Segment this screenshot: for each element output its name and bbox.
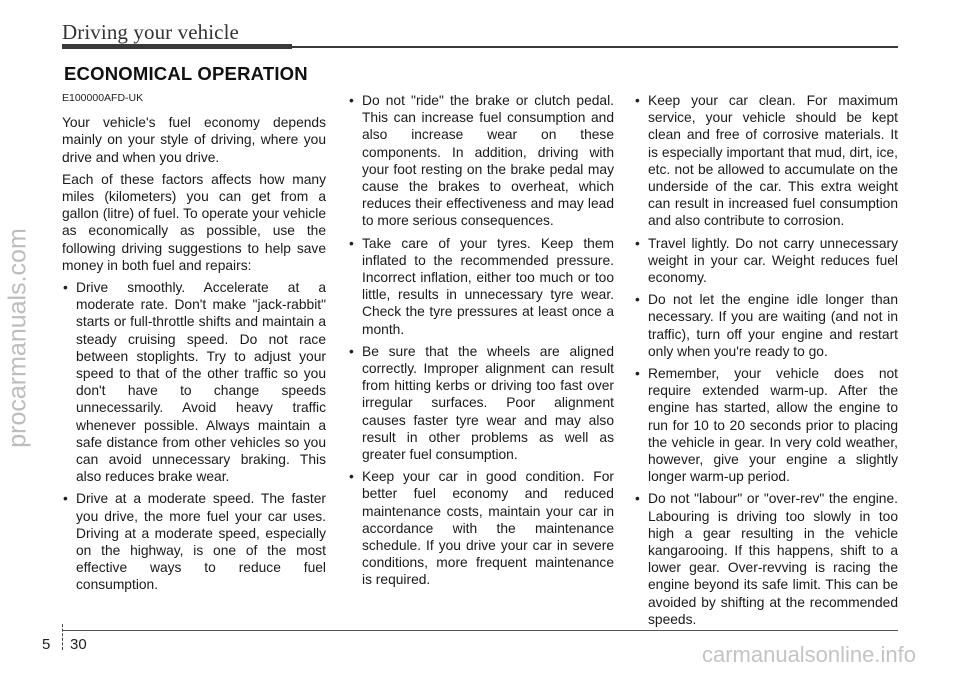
footer-rule bbox=[62, 630, 898, 631]
paragraph: Your vehicle's fuel economy depends mainly on your style of driving, where you drive and when you drive. bbox=[62, 115, 326, 165]
bullet-item: • Keep your car clean. For maximum service, your vehicle should be kept clean and free of corrosive materials. It is especially important that mud, dirt, ice, etc. not be allowed to accumulate on the underside of the car. This extra weight can result in increased fuel consumption and also contribute to corrosion. bbox=[634, 92, 898, 230]
column-3 bbox=[634, 92, 898, 633]
paragraph: Each of these factors affects how many miles (kilometers) you can get from a gallon (litre) of fuel. To operate your vehicle as economically as possible, use the following driving suggestions to help save money in both fuel and repairs: bbox=[62, 171, 326, 273]
bullet-item: • Take care of your tyres. Keep them inflated to the recommended pressure. Incorrect inflation, either too much or too little, results in unnecessary tyre wear. Check the tyre pressures at least once a month. bbox=[348, 235, 614, 338]
page-number: 30 bbox=[70, 636, 87, 653]
bullet-item: • Do not let the engine idle longer than necessary. If you are waiting (and not in traffic), turn off your engine and restart only when you're ready to go. bbox=[634, 291, 898, 360]
section-title: ECONOMICAL OPERATION bbox=[64, 63, 308, 84]
side-watermark-text: procarmanuals.com bbox=[3, 228, 32, 448]
bullet-item: • Drive at a moderate speed. The faster you drive, the more fuel your car uses. Driving at a moderate speed, especially on the highway, is one of the most effective ways to reduce fuel consumption. bbox=[62, 490, 326, 593]
bullet-list bbox=[62, 279, 326, 594]
header-rule-thin bbox=[292, 46, 898, 48]
chapter-number: 5 bbox=[42, 636, 51, 653]
bottom-watermark: carmanualsonline.info bbox=[701, 642, 916, 667]
header-title: Driving your vehicle bbox=[62, 20, 239, 44]
bullet-item: • Do not "ride" the brake or clutch pedal. This can increase fuel consumption and also increase wear on these components. In addition, driving with your foot resting on the brake pedal may cause the brakes to overheat, which reduces their effectiveness and may lead to more serious consequences. bbox=[348, 92, 614, 230]
section-code: E100000AFD-UK bbox=[62, 92, 144, 104]
column-2 bbox=[348, 92, 614, 594]
side-watermark bbox=[0, 0, 38, 675]
header-rule-thick bbox=[62, 44, 292, 49]
bullet-item: • Remember, your vehicle does not require extended warm-up. After the engine has started, allow the engine to run for 10 to 20 seconds prior to placing the vehicle in gear. In very cold weather, however, give your engine a slightly longer warm-up period. bbox=[634, 365, 898, 485]
bullet-item: • Do not "labour" or "over-rev" the engine. Labouring is driving too slowly in too high a gear resulting in the vehicle kangarooing. If this happens, shift to a lower gear. Over-revving is racing the engine beyond its safe limit. This can be avoided by shifting at the recommended speeds. bbox=[634, 490, 898, 628]
bullet-list bbox=[634, 92, 898, 628]
bullet-item: • Travel lightly. Do not carry unnecessary weight in your car. Weight reduces fuel economy. bbox=[634, 235, 898, 287]
column-1 bbox=[62, 90, 326, 599]
bullet-item: • Be sure that the wheels are aligned correctly. Improper alignment can result from hitting kerbs or driving too fast over irregular surfaces. Poor alignment causes faster tyre wear and may also result in other problems as well as greater fuel consumption. bbox=[348, 343, 614, 463]
bullet-list bbox=[348, 92, 614, 589]
bullet-item: • Keep your car in good condition. For better fuel economy and reduced maintenance costs, maintain your car in accordance with the maintenance schedule. If you drive your car in severe conditions, more frequent maintenance is required. bbox=[348, 468, 614, 588]
footer-divider bbox=[62, 624, 63, 650]
bullet-item: • Drive smoothly. Accelerate at a moderate rate. Don't make "jack-rabbit" starts or full-throttle shifts and maintain a steady cruising speed. Do not race between stoplights. Try to adjust your speed to that of the other traffic so you don't have to change speeds unnecessarily. Avoid heavy traffic whenever possible. Always maintain a safe distance from other vehicles so you can avoid unnecessary braking. This also reduces brake wear. bbox=[62, 279, 326, 485]
